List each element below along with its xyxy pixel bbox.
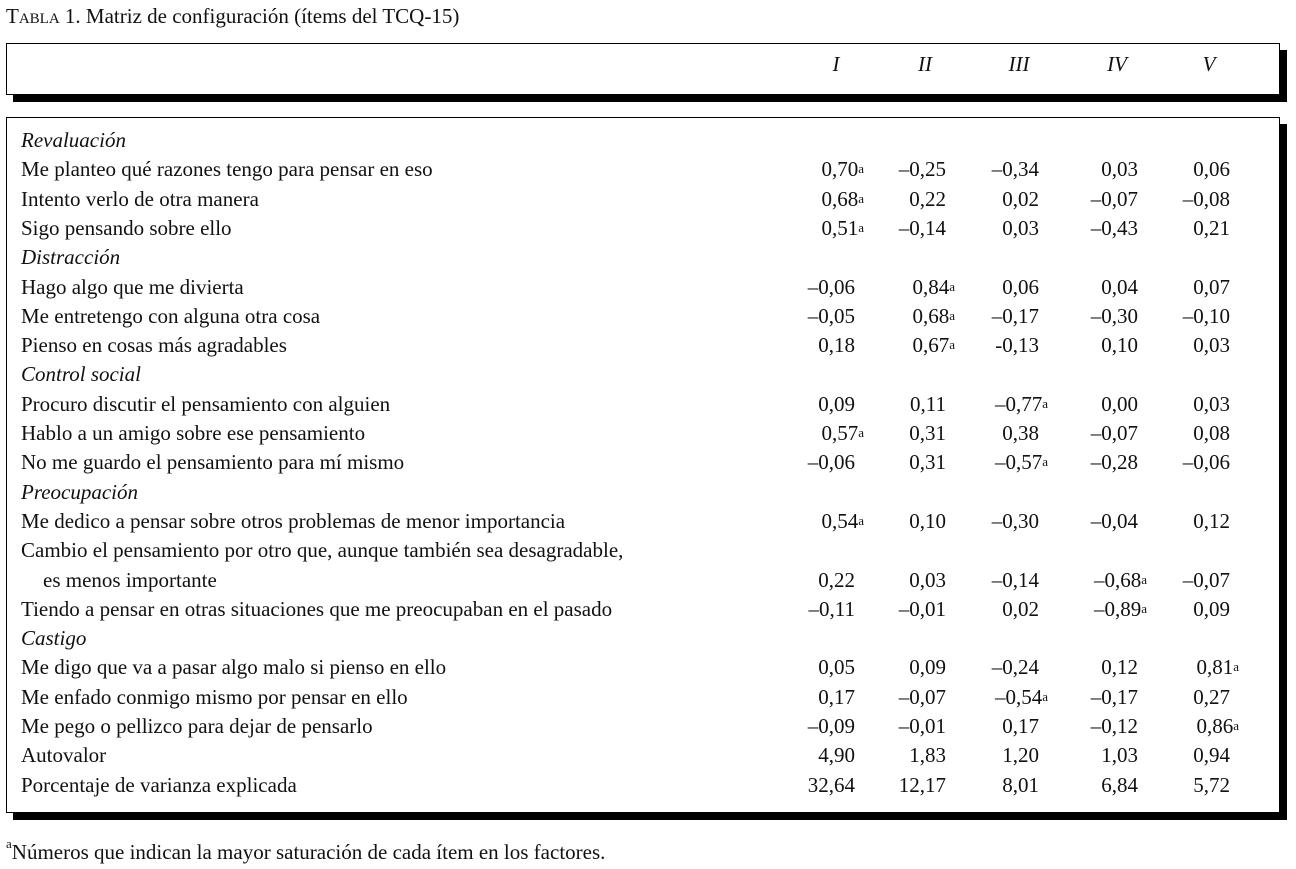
section-label: Distracción bbox=[21, 245, 121, 270]
table-row bbox=[21, 185, 1271, 214]
cell-factor-1 bbox=[764, 419, 864, 448]
cell-factor-4 bbox=[1047, 214, 1147, 243]
cell-factor-2 bbox=[855, 273, 955, 302]
cell-factor-1 bbox=[764, 302, 864, 331]
cell-value: –0,34 bbox=[991, 157, 1039, 182]
cell-factor-3 bbox=[948, 741, 1048, 770]
table-row bbox=[21, 302, 1271, 331]
cell-factor-1 bbox=[764, 712, 864, 741]
cell-value: 0,94 bbox=[1193, 743, 1230, 768]
table-row bbox=[21, 273, 1271, 302]
table-row bbox=[21, 771, 1271, 800]
table-row bbox=[21, 390, 1271, 419]
cell-factor-1 bbox=[764, 595, 864, 624]
cell-value: 0,02 bbox=[1002, 596, 1039, 621]
cell-value: –0,24 bbox=[991, 655, 1039, 680]
cell-value: –0,17 bbox=[991, 303, 1039, 328]
cell-value: –0,08 bbox=[1182, 186, 1230, 211]
cell-value: 0,09 bbox=[1193, 596, 1230, 621]
cell-factor-3 bbox=[948, 771, 1048, 800]
cell-value: –0,09 bbox=[807, 714, 855, 738]
cell-factor-3 bbox=[948, 653, 1048, 682]
cell-value: –0,89 bbox=[1093, 596, 1142, 621]
row-label: Me pego o pellizco para dejar de pensarlo bbox=[21, 714, 373, 738]
cell-value: 0,57 bbox=[821, 421, 859, 445]
cell-factor-2 bbox=[855, 448, 955, 477]
cell-factor-5 bbox=[1139, 331, 1239, 360]
section-heading bbox=[21, 126, 1271, 155]
cell-factor-1 bbox=[764, 185, 864, 214]
cell-factor-1 bbox=[764, 390, 864, 419]
cell-value: 0,10 bbox=[909, 508, 946, 533]
section-heading bbox=[21, 478, 1271, 507]
cell-value: 0,06 bbox=[1193, 157, 1230, 182]
cell-factor-3 bbox=[948, 390, 1048, 419]
cell-value: 0,08 bbox=[1193, 421, 1230, 445]
highest-loading-mark: a bbox=[1042, 395, 1048, 411]
table-row bbox=[21, 566, 1271, 595]
table-footnote bbox=[6, 836, 606, 865]
section-heading bbox=[21, 360, 1271, 389]
cell-value: 0,51 bbox=[821, 215, 859, 240]
cell-factor-3 bbox=[948, 712, 1048, 741]
cell-value: 0,84 bbox=[912, 274, 950, 299]
highest-loading-mark: a bbox=[858, 190, 864, 206]
cell-value: 0,04 bbox=[1101, 274, 1138, 299]
caption-title: Matriz de configuración (ítems del TCQ-15) bbox=[85, 4, 460, 28]
cell-value: 0,21 bbox=[1193, 215, 1230, 240]
row-label: Me enfado conmigo mismo por pensar en ello bbox=[21, 684, 408, 709]
cell-value: 1,83 bbox=[909, 743, 946, 768]
table-row bbox=[21, 331, 1271, 360]
cell-value: 0,00 bbox=[1101, 391, 1138, 416]
cell-value: 1,03 bbox=[1101, 743, 1138, 768]
cell-factor-1 bbox=[764, 214, 864, 243]
cell-value: –0,07 bbox=[1182, 567, 1230, 592]
cell-factor-4 bbox=[1047, 595, 1147, 624]
cell-value: 0,17 bbox=[818, 684, 855, 709]
cell-factor-5 bbox=[1139, 185, 1239, 214]
cell-factor-5 bbox=[1139, 214, 1239, 243]
cell-value: –0,10 bbox=[1182, 303, 1230, 328]
cell-value: 0,05 bbox=[818, 655, 855, 680]
cell-value: 0,22 bbox=[818, 567, 855, 592]
row-label: Me entretengo con alguna otra cosa bbox=[21, 303, 321, 328]
cell-factor-2 bbox=[855, 507, 955, 536]
table-row bbox=[21, 653, 1271, 682]
cell-factor-5 bbox=[1139, 390, 1239, 419]
cell-factor-4 bbox=[1047, 390, 1147, 419]
cell-factor-2 bbox=[855, 653, 955, 682]
cell-factor-1 bbox=[764, 683, 864, 712]
row-label: Tiendo a pensar en otras situaciones que me preocupaban en el pasado bbox=[21, 596, 613, 621]
cell-factor-4 bbox=[1047, 741, 1147, 770]
row-label: Me digo que va a pasar algo malo si pienso en ello bbox=[21, 655, 447, 680]
highest-loading-mark: a bbox=[949, 337, 955, 353]
highest-loading-mark: a bbox=[1042, 454, 1048, 470]
table-row bbox=[21, 712, 1271, 741]
cell-value: 0,12 bbox=[1193, 508, 1230, 533]
cell-value: 4,90 bbox=[818, 743, 855, 768]
cell-factor-4 bbox=[1047, 712, 1147, 741]
footnote-mark: a bbox=[6, 836, 12, 851]
cell-value: –0,77 bbox=[994, 391, 1043, 416]
cell-value: –0,07 bbox=[1090, 186, 1138, 211]
column-header-iv: IV bbox=[1107, 52, 1127, 76]
cell-factor-3 bbox=[948, 155, 1048, 184]
table-row bbox=[21, 595, 1271, 624]
cell-value: 0,02 bbox=[1002, 186, 1039, 211]
cell-value: –0,68 bbox=[1093, 567, 1142, 592]
cell-factor-5 bbox=[1139, 712, 1239, 741]
highest-loading-mark: a bbox=[1233, 718, 1239, 733]
cell-factor-1 bbox=[764, 331, 864, 360]
cell-factor-2 bbox=[855, 595, 955, 624]
cell-factor-5 bbox=[1139, 741, 1239, 770]
row-label: Me planteo qué razones tengo para pensar en eso bbox=[21, 157, 433, 182]
row-label: Hago algo que me divierta bbox=[21, 274, 244, 299]
row-label: Hablo a un amigo sobre ese pensamiento bbox=[21, 421, 366, 445]
cell-value: –0,17 bbox=[1090, 684, 1138, 709]
cell-value: 0,18 bbox=[818, 333, 855, 358]
row-label: Procuro discutir el pensamiento con alguien bbox=[21, 391, 391, 416]
table-header bbox=[6, 43, 1280, 95]
cell-factor-5 bbox=[1139, 507, 1239, 536]
cell-value: –0,30 bbox=[991, 508, 1039, 533]
cell-factor-4 bbox=[1047, 273, 1147, 302]
cell-factor-5 bbox=[1139, 419, 1239, 448]
cell-value: 0,03 bbox=[909, 567, 946, 592]
highest-loading-mark: a bbox=[1042, 688, 1048, 704]
cell-factor-2 bbox=[855, 741, 955, 770]
section-label: Castigo bbox=[21, 626, 87, 651]
cell-factor-1 bbox=[764, 507, 864, 536]
cell-value: –0,01 bbox=[898, 596, 946, 621]
cell-factor-4 bbox=[1047, 566, 1147, 595]
cell-factor-3 bbox=[948, 566, 1048, 595]
cell-factor-5 bbox=[1139, 302, 1239, 331]
cell-factor-5 bbox=[1139, 448, 1239, 477]
cell-value: 0,12 bbox=[1101, 655, 1138, 680]
table-row bbox=[21, 683, 1271, 712]
cell-factor-5 bbox=[1139, 653, 1239, 682]
cell-value: –0,14 bbox=[991, 567, 1039, 592]
highest-loading-mark: a bbox=[1233, 659, 1239, 675]
cell-factor-2 bbox=[855, 302, 955, 331]
cell-factor-4 bbox=[1047, 683, 1147, 712]
cell-value: 32,64 bbox=[807, 772, 855, 797]
cell-factor-3 bbox=[948, 507, 1048, 536]
cell-factor-5 bbox=[1139, 683, 1239, 712]
cell-factor-5 bbox=[1139, 771, 1239, 800]
cell-factor-1 bbox=[764, 448, 864, 477]
cell-value: –0,06 bbox=[807, 450, 855, 475]
highest-loading-mark: a bbox=[858, 425, 864, 440]
cell-factor-3 bbox=[948, 331, 1048, 360]
section-label: Preocupación bbox=[21, 479, 139, 504]
cell-factor-4 bbox=[1047, 419, 1147, 448]
cell-value: 0,11 bbox=[910, 391, 946, 416]
section-label: Control social bbox=[21, 362, 141, 387]
cell-factor-5 bbox=[1139, 595, 1239, 624]
cell-factor-4 bbox=[1047, 448, 1147, 477]
cell-value: –0,54 bbox=[994, 684, 1043, 709]
cell-factor-5 bbox=[1139, 273, 1239, 302]
cell-value: –0,11 bbox=[808, 596, 855, 621]
highest-loading-mark: a bbox=[949, 278, 955, 294]
table-row bbox=[21, 419, 1271, 448]
cell-value: 0,10 bbox=[1101, 333, 1138, 358]
table-row bbox=[21, 214, 1271, 243]
cell-value: 12,17 bbox=[898, 772, 946, 797]
highest-loading-mark: a bbox=[858, 512, 864, 528]
cell-factor-1 bbox=[764, 653, 864, 682]
cell-factor-4 bbox=[1047, 155, 1147, 184]
cell-value: –0,12 bbox=[1090, 714, 1138, 738]
section-label: Revaluación bbox=[21, 128, 126, 152]
cell-value: 8,01 bbox=[1002, 772, 1039, 797]
table-row bbox=[21, 741, 1271, 770]
row-label: Cambio el pensamiento por otro que, aunque también sea desagradable, bbox=[21, 538, 624, 563]
highest-loading-mark: a bbox=[858, 219, 864, 235]
caption-label: Tabla bbox=[6, 4, 60, 28]
cell-value: 0,81 bbox=[1196, 655, 1234, 680]
table-row bbox=[21, 507, 1271, 536]
cell-value: 0,70 bbox=[821, 157, 859, 182]
cell-value: 0,22 bbox=[909, 186, 946, 211]
cell-factor-3 bbox=[948, 683, 1048, 712]
cell-value: 0,68 bbox=[912, 303, 950, 328]
row-label: Me dedico a pensar sobre otros problemas de menor importancia bbox=[21, 508, 566, 533]
cell-factor-5 bbox=[1139, 155, 1239, 184]
cell-value: –0,06 bbox=[1182, 450, 1230, 475]
column-header-iii: III bbox=[1008, 52, 1030, 76]
cell-value: 0,06 bbox=[1002, 274, 1039, 299]
table-row bbox=[21, 536, 1271, 565]
cell-value: –0,07 bbox=[898, 684, 946, 709]
section-heading bbox=[21, 243, 1271, 272]
highest-loading-mark: a bbox=[1141, 600, 1147, 616]
section-heading bbox=[21, 624, 1271, 653]
cell-factor-3 bbox=[948, 214, 1048, 243]
cell-value: 0,09 bbox=[909, 655, 946, 680]
cell-factor-5 bbox=[1139, 566, 1239, 595]
cell-value: 0,09 bbox=[818, 391, 855, 416]
table-row bbox=[21, 155, 1271, 184]
cell-value: 0,31 bbox=[909, 450, 946, 475]
cell-factor-3 bbox=[948, 595, 1048, 624]
cell-value: –0,43 bbox=[1090, 215, 1138, 240]
cell-factor-2 bbox=[855, 331, 955, 360]
cell-factor-2 bbox=[855, 185, 955, 214]
column-header-v: V bbox=[1202, 52, 1216, 76]
row-label: Intento verlo de otra manera bbox=[21, 186, 259, 211]
column-header-ii: II bbox=[918, 52, 932, 76]
cell-factor-2 bbox=[855, 419, 955, 448]
cell-value: 1,20 bbox=[1002, 743, 1039, 768]
cell-value: 0,07 bbox=[1193, 274, 1230, 299]
cell-factor-3 bbox=[948, 302, 1048, 331]
cell-value: 0,86 bbox=[1196, 714, 1234, 738]
cell-factor-2 bbox=[855, 566, 955, 595]
cell-value: 6,84 bbox=[1101, 772, 1138, 797]
row-label: Pienso en cosas más agradables bbox=[21, 333, 287, 358]
caption-number: 1. bbox=[64, 4, 81, 28]
cell-value: –0,07 bbox=[1090, 421, 1138, 445]
cell-value: -0,13 bbox=[995, 333, 1039, 358]
cell-value: 0,03 bbox=[1193, 391, 1230, 416]
cell-value: –0,04 bbox=[1090, 508, 1138, 533]
cell-factor-1 bbox=[764, 771, 864, 800]
cell-value: 0,54 bbox=[821, 508, 859, 533]
cell-factor-2 bbox=[855, 771, 955, 800]
table-row bbox=[21, 448, 1271, 477]
row-label: Porcentaje de varianza explicada bbox=[21, 772, 297, 797]
cell-value: 0,31 bbox=[909, 421, 946, 445]
cell-value: –0,30 bbox=[1090, 303, 1138, 328]
cell-factor-1 bbox=[764, 741, 864, 770]
cell-value: –0,06 bbox=[807, 274, 855, 299]
highest-loading-mark: a bbox=[1141, 571, 1147, 587]
cell-value: –0,57 bbox=[994, 450, 1043, 475]
cell-value: 5,72 bbox=[1193, 772, 1230, 797]
cell-factor-4 bbox=[1047, 331, 1147, 360]
highest-loading-mark: a bbox=[858, 161, 864, 177]
cell-factor-4 bbox=[1047, 185, 1147, 214]
cell-factor-3 bbox=[948, 419, 1048, 448]
cell-factor-2 bbox=[855, 712, 955, 741]
cell-value: –0,25 bbox=[898, 157, 946, 182]
cell-factor-3 bbox=[948, 273, 1048, 302]
row-label: es menos importante bbox=[43, 567, 217, 592]
cell-value: 0,27 bbox=[1193, 684, 1230, 709]
row-label: No me guardo el pensamiento para mí mismo bbox=[21, 450, 405, 475]
cell-value: –0,14 bbox=[898, 215, 946, 240]
cell-value: –0,05 bbox=[807, 303, 855, 328]
cell-value: 0,17 bbox=[1002, 714, 1039, 738]
cell-factor-1 bbox=[764, 566, 864, 595]
column-header-i: I bbox=[832, 52, 840, 76]
cell-factor-4 bbox=[1047, 653, 1147, 682]
cell-value: –0,01 bbox=[898, 714, 946, 738]
cell-value: 0,03 bbox=[1002, 215, 1039, 240]
cell-factor-1 bbox=[764, 155, 864, 184]
row-label: Sigo pensando sobre ello bbox=[21, 215, 232, 240]
footnote-text: Números que indican la mayor saturación de cada ítem en los factores. bbox=[11, 840, 606, 864]
cell-factor-1 bbox=[764, 273, 864, 302]
cell-factor-2 bbox=[855, 683, 955, 712]
highest-loading-mark: a bbox=[949, 307, 955, 323]
cell-factor-4 bbox=[1047, 507, 1147, 536]
cell-value: 0,68 bbox=[821, 186, 859, 211]
cell-factor-3 bbox=[948, 448, 1048, 477]
cell-factor-4 bbox=[1047, 771, 1147, 800]
row-label: Autovalor bbox=[21, 743, 107, 768]
cell-value: 0,03 bbox=[1193, 333, 1230, 358]
cell-factor-3 bbox=[948, 185, 1048, 214]
cell-factor-2 bbox=[855, 390, 955, 419]
cell-factor-4 bbox=[1047, 302, 1147, 331]
cell-factor-2 bbox=[855, 214, 955, 243]
table-body bbox=[6, 117, 1280, 813]
cell-factor-2 bbox=[855, 155, 955, 184]
cell-value: –0,28 bbox=[1090, 450, 1138, 475]
cell-value: 0,67 bbox=[912, 333, 950, 358]
cell-value: 0,38 bbox=[1002, 421, 1039, 445]
cell-value: 0,03 bbox=[1101, 157, 1138, 182]
table-caption bbox=[6, 4, 459, 29]
